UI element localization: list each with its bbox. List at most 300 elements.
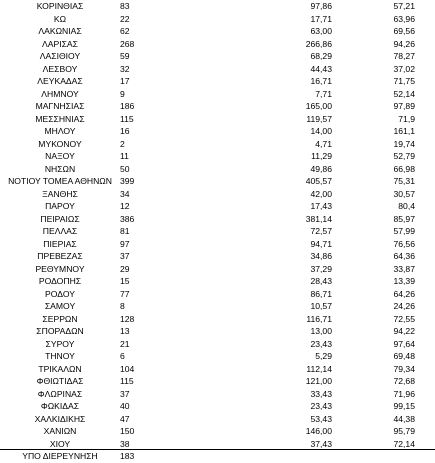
cases-cell bbox=[120, 75, 200, 88]
region-cell bbox=[0, 175, 120, 188]
percent-cell bbox=[340, 375, 435, 388]
percent-cell-text: 44,38 bbox=[393, 413, 415, 424]
table-row bbox=[0, 125, 435, 138]
region-cell bbox=[0, 288, 120, 301]
region-cell-text: ΤΡΙΚΑΛΩΝ bbox=[38, 363, 82, 374]
rate-cell bbox=[200, 188, 340, 201]
rate-cell-text: 17,43 bbox=[310, 201, 332, 211]
percent-cell bbox=[340, 250, 435, 263]
table-row bbox=[0, 300, 435, 313]
percent-cell-text: 24,26 bbox=[393, 301, 415, 311]
table-row bbox=[0, 400, 435, 413]
rate-cell-text: 42,00 bbox=[310, 188, 332, 199]
region-cell bbox=[0, 400, 120, 413]
percent-cell bbox=[340, 300, 435, 313]
cases-cell-text: 104 bbox=[120, 363, 135, 374]
cases-cell bbox=[120, 413, 200, 426]
region-cell-text: ΡΟΔΟΥ bbox=[45, 288, 75, 299]
table-row bbox=[0, 150, 435, 163]
rate-cell-text: 37,43 bbox=[310, 438, 332, 449]
region-cell-text: ΠΡΕΒΕΖΑΣ bbox=[37, 251, 83, 261]
region-cell bbox=[0, 300, 120, 313]
percent-cell-text: 72,14 bbox=[393, 438, 415, 449]
cases-cell bbox=[120, 238, 200, 251]
cases-cell-text: 37 bbox=[120, 388, 130, 399]
cases-cell-text: 150 bbox=[120, 426, 135, 436]
cases-cell-text: 77 bbox=[120, 288, 130, 299]
rate-cell-text: 86,71 bbox=[310, 288, 332, 299]
rate-cell-text: 34,86 bbox=[310, 251, 332, 261]
table-row bbox=[0, 388, 435, 401]
region-cell-text: ΧΙΟΥ bbox=[49, 438, 71, 449]
rate-cell bbox=[200, 125, 340, 138]
region-cell-text: ΤΗΝΟΥ bbox=[45, 351, 75, 361]
region-cell-text: ΧΑΛΚΙΔΙΚΗΣ bbox=[34, 413, 86, 424]
percent-cell-text: 71,75 bbox=[393, 76, 415, 86]
table-row bbox=[0, 350, 435, 363]
cases-cell bbox=[120, 213, 200, 226]
table-row bbox=[0, 425, 435, 438]
cases-cell-text: 386 bbox=[120, 213, 135, 224]
rate-cell bbox=[200, 250, 340, 263]
cases-cell bbox=[120, 313, 200, 326]
region-cell bbox=[0, 213, 120, 226]
rate-cell-text: 112,14 bbox=[306, 363, 332, 374]
region-cell-text: ΝΗΣΩΝ bbox=[44, 163, 76, 174]
percent-cell-text: 71,9 bbox=[398, 113, 415, 124]
percent-cell-text: 37,02 bbox=[393, 63, 415, 74]
percent-cell-text: 64,26 bbox=[393, 288, 415, 299]
percent-cell bbox=[340, 325, 435, 338]
rate-cell bbox=[200, 350, 340, 363]
table-row bbox=[0, 88, 435, 101]
region-cell bbox=[0, 313, 120, 326]
table-row bbox=[0, 175, 435, 188]
cases-cell bbox=[120, 338, 200, 351]
region-cell bbox=[0, 75, 120, 88]
rate-cell bbox=[200, 238, 340, 251]
cases-cell-text: 50 bbox=[120, 163, 130, 174]
cases-cell bbox=[120, 263, 200, 276]
cases-cell-text: 128 bbox=[120, 313, 135, 324]
cases-cell bbox=[120, 250, 200, 263]
cases-cell-text: 15 bbox=[120, 276, 130, 286]
cases-cell bbox=[120, 0, 200, 13]
cases-cell bbox=[120, 325, 200, 338]
region-cell-text: ΧΑΝΙΩΝ bbox=[43, 426, 77, 436]
percent-cell-text: 69,48 bbox=[393, 351, 415, 361]
rate-cell-text: 16,71 bbox=[310, 76, 332, 86]
percent-cell-text: 57,21 bbox=[393, 1, 415, 11]
region-cell-text: ΣΥΡΟΥ bbox=[45, 338, 75, 349]
cases-cell-text: 97 bbox=[120, 238, 130, 249]
region-cell bbox=[0, 263, 120, 276]
cases-cell bbox=[120, 375, 200, 388]
cases-cell-text: 29 bbox=[120, 263, 130, 274]
percent-cell bbox=[340, 75, 435, 88]
cases-cell bbox=[120, 188, 200, 201]
rate-cell-text: 405,57 bbox=[305, 176, 332, 186]
region-cell-text: ΥΠΟ ΔΙΕΡΕΥΝΗΣΗ bbox=[22, 451, 98, 461]
rate-cell-text: 72,57 bbox=[310, 226, 332, 236]
percent-cell-text: 72,68 bbox=[393, 376, 415, 386]
region-cell bbox=[0, 138, 120, 151]
region-cell-text: ΦΛΩΡΙΝΑΣ bbox=[37, 388, 83, 399]
rate-cell bbox=[200, 400, 340, 413]
rate-cell-text: 7,71 bbox=[315, 88, 332, 99]
region-cell-text: ΠΕΛΛΑΣ bbox=[42, 226, 78, 236]
region-cell bbox=[0, 200, 120, 213]
cases-cell bbox=[120, 163, 200, 176]
rate-cell bbox=[200, 325, 340, 338]
percent-cell-text: 13,39 bbox=[393, 276, 415, 286]
rate-cell bbox=[200, 38, 340, 51]
rate-cell-text: 53,43 bbox=[310, 413, 332, 424]
rate-cell-text: 68,29 bbox=[310, 51, 332, 61]
table-row bbox=[0, 325, 435, 338]
percent-cell bbox=[340, 200, 435, 213]
percent-cell-text: 85,97 bbox=[393, 213, 415, 224]
region-cell bbox=[0, 188, 120, 201]
cases-cell-text: 9 bbox=[120, 88, 125, 99]
cases-cell-text: 81 bbox=[120, 226, 130, 236]
region-cell-text: ΚΟΡΙΝΘΙΑΣ bbox=[36, 1, 84, 11]
percent-cell bbox=[340, 413, 435, 426]
region-cell-text: ΛΑΚΩΝΙΑΣ bbox=[38, 26, 82, 36]
rate-cell bbox=[200, 275, 340, 288]
cases-cell bbox=[120, 275, 200, 288]
region-cell bbox=[0, 88, 120, 101]
table-bottom-border bbox=[0, 449, 435, 450]
table-row bbox=[0, 275, 435, 288]
rate-cell bbox=[200, 100, 340, 113]
cases-cell-text: 40 bbox=[120, 401, 130, 411]
rate-cell-text: 121,00 bbox=[305, 376, 332, 386]
region-cell-text: ΣΑΜΟΥ bbox=[44, 301, 76, 311]
table-row bbox=[0, 413, 435, 426]
region-cell-text: ΛΑΣΙΘΙΟΥ bbox=[39, 51, 81, 61]
cases-cell bbox=[120, 113, 200, 126]
rate-cell bbox=[200, 0, 340, 13]
percent-cell bbox=[340, 150, 435, 163]
percent-cell-text: 72,55 bbox=[393, 313, 415, 324]
percent-cell bbox=[340, 38, 435, 51]
percent-cell-text: 52,79 bbox=[393, 151, 415, 161]
percent-cell bbox=[340, 88, 435, 101]
table-row bbox=[0, 163, 435, 176]
cases-cell-text: 32 bbox=[120, 63, 130, 74]
rate-cell-text: 119,57 bbox=[306, 113, 332, 124]
cases-cell-text: 13 bbox=[120, 326, 130, 336]
region-cell bbox=[0, 338, 120, 351]
rate-cell-text: 94,71 bbox=[310, 238, 332, 249]
region-cell-text: ΜΕΣΣΗΝΙΑΣ bbox=[35, 113, 85, 124]
cases-cell bbox=[120, 100, 200, 113]
table-row bbox=[0, 225, 435, 238]
table-row bbox=[0, 213, 435, 226]
cases-cell bbox=[120, 63, 200, 76]
region-cell bbox=[0, 125, 120, 138]
percent-cell-text: 63,96 bbox=[393, 13, 415, 24]
percent-cell-text: 95,79 bbox=[393, 426, 415, 436]
table-row bbox=[0, 313, 435, 326]
region-cell-text: ΡΟΔΟΠΗΣ bbox=[38, 276, 82, 286]
region-cell bbox=[0, 113, 120, 126]
cases-cell-text: 6 bbox=[120, 351, 125, 361]
cases-cell-text: 268 bbox=[120, 38, 135, 49]
rate-cell bbox=[200, 413, 340, 426]
region-cell bbox=[0, 375, 120, 388]
rate-cell bbox=[200, 75, 340, 88]
table-row bbox=[0, 100, 435, 113]
region-cell bbox=[0, 425, 120, 438]
region-cell bbox=[0, 225, 120, 238]
rate-cell-text: 23,43 bbox=[310, 401, 332, 411]
rate-cell bbox=[200, 113, 340, 126]
region-cell bbox=[0, 63, 120, 76]
rate-cell bbox=[200, 363, 340, 376]
rate-cell bbox=[200, 150, 340, 163]
rate-cell-text: 44,43 bbox=[310, 63, 332, 74]
rate-cell bbox=[200, 13, 340, 26]
table-row bbox=[0, 238, 435, 251]
percent-cell bbox=[340, 338, 435, 351]
rate-cell-text: 5,29 bbox=[315, 351, 332, 361]
rate-cell-text: 146,00 bbox=[305, 426, 332, 436]
region-cell bbox=[0, 275, 120, 288]
table-row bbox=[0, 63, 435, 76]
rate-cell bbox=[200, 338, 340, 351]
region-cell-text: ΦΩΚΙΔΑΣ bbox=[40, 401, 80, 411]
percent-cell bbox=[340, 350, 435, 363]
cases-cell-text: 115 bbox=[120, 376, 134, 386]
table-row bbox=[0, 200, 435, 213]
region-cell bbox=[0, 25, 120, 38]
percent-cell-text: 66,98 bbox=[393, 163, 415, 174]
cases-cell bbox=[120, 363, 200, 376]
region-cell bbox=[0, 363, 120, 376]
percent-cell bbox=[340, 450, 435, 463]
rate-cell bbox=[200, 88, 340, 101]
cases-cell bbox=[120, 175, 200, 188]
rate-cell-text: 63,00 bbox=[310, 26, 332, 36]
region-cell bbox=[0, 50, 120, 63]
percent-cell bbox=[340, 188, 435, 201]
cases-cell-text: 83 bbox=[120, 1, 130, 11]
rate-cell-text: 33,43 bbox=[310, 388, 332, 399]
percent-cell-text: 33,87 bbox=[393, 263, 415, 274]
percent-cell bbox=[340, 25, 435, 38]
cases-cell bbox=[120, 388, 200, 401]
percent-cell-text: 97,89 bbox=[393, 101, 415, 111]
percent-cell bbox=[340, 363, 435, 376]
rate-cell-text: 97,86 bbox=[310, 1, 332, 11]
table-row bbox=[0, 75, 435, 88]
region-cell-text: ΠΙΕΡΙΑΣ bbox=[43, 238, 77, 249]
rate-cell bbox=[200, 375, 340, 388]
percent-cell bbox=[340, 275, 435, 288]
table-row bbox=[0, 450, 435, 463]
rate-cell bbox=[200, 63, 340, 76]
cases-cell-text: 12 bbox=[120, 201, 130, 211]
region-cell-text: ΛΑΡΙΣΑΣ bbox=[42, 38, 78, 49]
region-cell bbox=[0, 450, 120, 463]
rate-cell bbox=[200, 163, 340, 176]
percent-cell bbox=[340, 175, 435, 188]
cases-cell-text: 2 bbox=[120, 138, 125, 149]
cases-cell-text: 17 bbox=[120, 76, 130, 86]
region-cell bbox=[0, 413, 120, 426]
percent-cell-text: 19,74 bbox=[393, 138, 415, 149]
cases-cell-text: 8 bbox=[120, 301, 125, 311]
cases-cell-text: 22 bbox=[120, 13, 130, 24]
table-row bbox=[0, 38, 435, 51]
rate-cell-text: 266,86 bbox=[305, 38, 332, 49]
table-row bbox=[0, 375, 435, 388]
rate-cell bbox=[200, 300, 340, 313]
region-cell-text: ΛΕΣΒΟΥ bbox=[42, 63, 78, 74]
percent-cell bbox=[340, 400, 435, 413]
percent-cell bbox=[340, 263, 435, 276]
region-cell-text: ΛΗΜΝΟΥ bbox=[41, 88, 79, 99]
rate-cell-text: 13,00 bbox=[310, 326, 332, 336]
region-cell-text: ΠΕΙΡΑΙΩΣ bbox=[40, 213, 80, 224]
percent-cell bbox=[340, 163, 435, 176]
cases-cell-text: 115 bbox=[120, 113, 134, 124]
rate-cell-text: 4,71 bbox=[315, 138, 332, 149]
cases-cell bbox=[120, 13, 200, 26]
rate-cell bbox=[200, 25, 340, 38]
percent-cell-text: 52,14 bbox=[393, 88, 415, 99]
percent-cell bbox=[340, 288, 435, 301]
percent-cell-text: 75,31 bbox=[393, 176, 415, 186]
cases-cell bbox=[120, 88, 200, 101]
cases-cell bbox=[120, 125, 200, 138]
table-row bbox=[0, 250, 435, 263]
percent-cell-text: 99,15 bbox=[393, 401, 415, 411]
region-cell bbox=[0, 388, 120, 401]
percent-cell bbox=[340, 13, 435, 26]
region-cell bbox=[0, 250, 120, 263]
cases-cell bbox=[120, 400, 200, 413]
percent-cell bbox=[340, 425, 435, 438]
rate-cell bbox=[200, 288, 340, 301]
cases-cell bbox=[120, 38, 200, 51]
percent-cell bbox=[340, 313, 435, 326]
rate-cell bbox=[200, 50, 340, 63]
table-row bbox=[0, 113, 435, 126]
rate-cell bbox=[200, 225, 340, 238]
percent-cell bbox=[340, 125, 435, 138]
table-row bbox=[0, 188, 435, 201]
rate-cell bbox=[200, 425, 340, 438]
cases-cell-text: 34 bbox=[120, 188, 130, 199]
percent-cell bbox=[340, 63, 435, 76]
region-cell bbox=[0, 350, 120, 363]
region-cell-text: ΜΥΚΟΝΟΥ bbox=[38, 138, 82, 149]
percent-cell-text: 97,64 bbox=[393, 338, 415, 349]
region-cell bbox=[0, 150, 120, 163]
region-cell-text: ΠΑΡΟΥ bbox=[45, 201, 75, 211]
percent-cell-text: 94,26 bbox=[393, 38, 415, 49]
rate-cell-text: 381,14 bbox=[305, 213, 332, 224]
cases-cell bbox=[120, 225, 200, 238]
table-row bbox=[0, 338, 435, 351]
table-row bbox=[0, 0, 435, 13]
rate-cell-text: 23,43 bbox=[310, 338, 332, 349]
rate-cell bbox=[200, 200, 340, 213]
rate-cell-text: 10,57 bbox=[310, 301, 332, 311]
percent-cell bbox=[340, 388, 435, 401]
cases-cell-text: 37 bbox=[120, 251, 130, 261]
cases-cell bbox=[120, 450, 200, 463]
cases-cell-text: 59 bbox=[120, 51, 130, 61]
percent-cell-text: 76,56 bbox=[393, 238, 415, 249]
cases-cell bbox=[120, 150, 200, 163]
rate-cell bbox=[200, 388, 340, 401]
table-row bbox=[0, 363, 435, 376]
percent-cell-text: 64,36 bbox=[393, 251, 415, 261]
cases-cell-text: 186 bbox=[120, 101, 135, 111]
percent-cell-text: 79,34 bbox=[393, 363, 415, 374]
region-cell bbox=[0, 238, 120, 251]
percent-cell bbox=[340, 238, 435, 251]
percent-cell bbox=[340, 113, 435, 126]
rate-cell-text: 49,86 bbox=[310, 163, 332, 174]
percent-cell-text: 71,96 bbox=[393, 388, 415, 399]
rate-cell-text: 116,71 bbox=[306, 313, 332, 324]
percent-cell bbox=[340, 213, 435, 226]
table-row bbox=[0, 50, 435, 63]
table-row bbox=[0, 25, 435, 38]
percent-cell bbox=[340, 100, 435, 113]
cases-cell-text: 11 bbox=[120, 151, 129, 161]
rate-cell-text: 37,29 bbox=[310, 263, 332, 274]
cases-cell bbox=[120, 138, 200, 151]
region-cell-text: ΦΘΙΩΤΙΔΑΣ bbox=[36, 376, 84, 386]
rate-cell bbox=[200, 450, 340, 463]
cases-cell bbox=[120, 200, 200, 213]
cases-cell-text: 183 bbox=[120, 451, 135, 461]
region-cell-text: ΛΕΥΚΑΔΑΣ bbox=[37, 76, 83, 86]
rate-cell bbox=[200, 138, 340, 151]
table-row bbox=[0, 263, 435, 276]
percent-cell bbox=[340, 225, 435, 238]
rate-cell bbox=[200, 213, 340, 226]
percent-cell bbox=[340, 0, 435, 13]
region-cell-text: ΡΕΘΥΜΝΟΥ bbox=[35, 263, 85, 274]
region-cell bbox=[0, 325, 120, 338]
cases-cell-text: 47 bbox=[120, 413, 130, 424]
rate-cell-text: 28,43 bbox=[310, 276, 332, 286]
percent-cell bbox=[340, 138, 435, 151]
cases-cell-text: 21 bbox=[120, 338, 130, 349]
rate-cell bbox=[200, 263, 340, 276]
region-cell-text: ΚΩ bbox=[53, 13, 67, 24]
table-row bbox=[0, 13, 435, 26]
region-cell-text: ΜΑΓΝΗΣΙΑΣ bbox=[35, 101, 85, 111]
rate-cell-text: 165,00 bbox=[305, 101, 332, 111]
rate-cell-text: 14,00 bbox=[310, 126, 332, 136]
percent-cell-text: 78,27 bbox=[393, 51, 415, 61]
percent-cell-text: 57,99 bbox=[393, 226, 415, 236]
cases-cell bbox=[120, 425, 200, 438]
percent-cell-text: 80,4 bbox=[398, 201, 415, 211]
rate-cell bbox=[200, 175, 340, 188]
cases-cell bbox=[120, 350, 200, 363]
region-cell bbox=[0, 100, 120, 113]
percent-cell-text: 69,56 bbox=[393, 26, 415, 36]
